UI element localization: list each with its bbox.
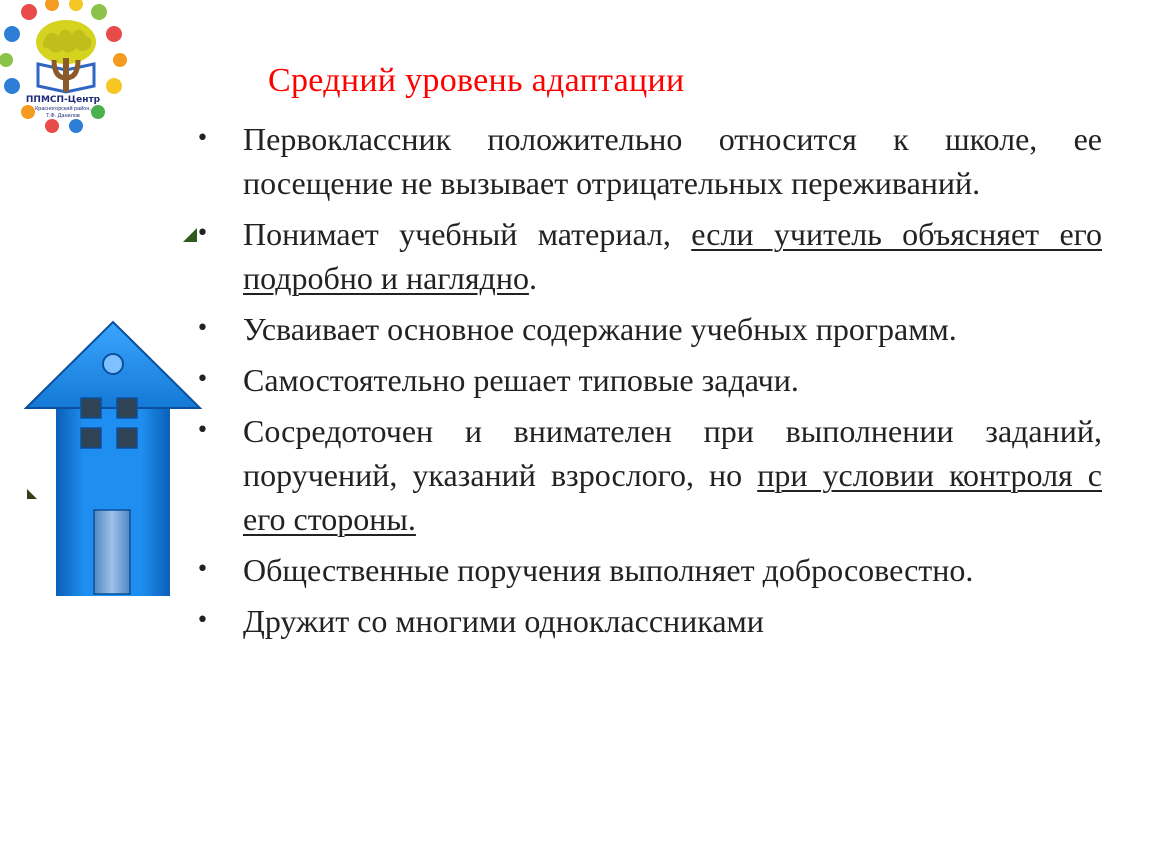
- bullet-dot: •: [196, 316, 209, 341]
- logo-line3: Т.Ф. Данилов: [46, 112, 80, 119]
- bullet-text: Понимает учебный материал,: [243, 216, 692, 252]
- bullet-dot: •: [196, 557, 209, 582]
- logo-caption: [22, 96, 104, 119]
- logo-name: ППМСП-Центр: [25, 95, 101, 105]
- bullet-text: Сосредоточен и внимателен при выполнении заданий, поручений, указаний взрослого, но: [243, 413, 1102, 493]
- bullet-dot: •: [196, 418, 209, 443]
- underlined-text: при условии контроля с его стороны.: [243, 457, 1103, 537]
- bullet-text: .: [528, 260, 537, 296]
- slide-title: Средний уровень адаптации: [268, 62, 685, 99]
- bullet-text: Первоклассник положительно относится к школе, ее посещение не вызывает отрицательных переживаний.: [243, 121, 1102, 201]
- list-item: [196, 307, 1102, 351]
- list-item: [196, 548, 1102, 592]
- list-item: [196, 409, 1102, 541]
- bullet-text: Дружит со многими одноклассниками: [243, 603, 764, 639]
- house-illustration-icon: [24, 320, 202, 600]
- list-item: [196, 117, 1102, 205]
- logo: [0, 0, 130, 140]
- bullet-dot: •: [196, 367, 209, 392]
- bullet-dot: •: [196, 221, 209, 246]
- bullet-text: Общественные поручения выполняет добросовестно.: [243, 552, 974, 588]
- bullet-dot: •: [196, 126, 209, 151]
- list-item: [196, 599, 1102, 643]
- list-item: [196, 358, 1102, 402]
- bullet-list: [196, 117, 1102, 650]
- logo-line2: Красногорский район,: [35, 106, 91, 112]
- triangle-marker-icon: [183, 228, 197, 242]
- bullet-text: Самостоятельно решает типовые задачи.: [243, 362, 799, 398]
- underlined-text: если учитель объясняет его подробно и наглядно: [243, 216, 1103, 296]
- bullet-dot: •: [196, 608, 209, 633]
- bullet-text: Усваивает основное содержание учебных программ.: [243, 311, 957, 347]
- list-item: [196, 212, 1102, 300]
- logo-emblem-icon: [0, 0, 130, 140]
